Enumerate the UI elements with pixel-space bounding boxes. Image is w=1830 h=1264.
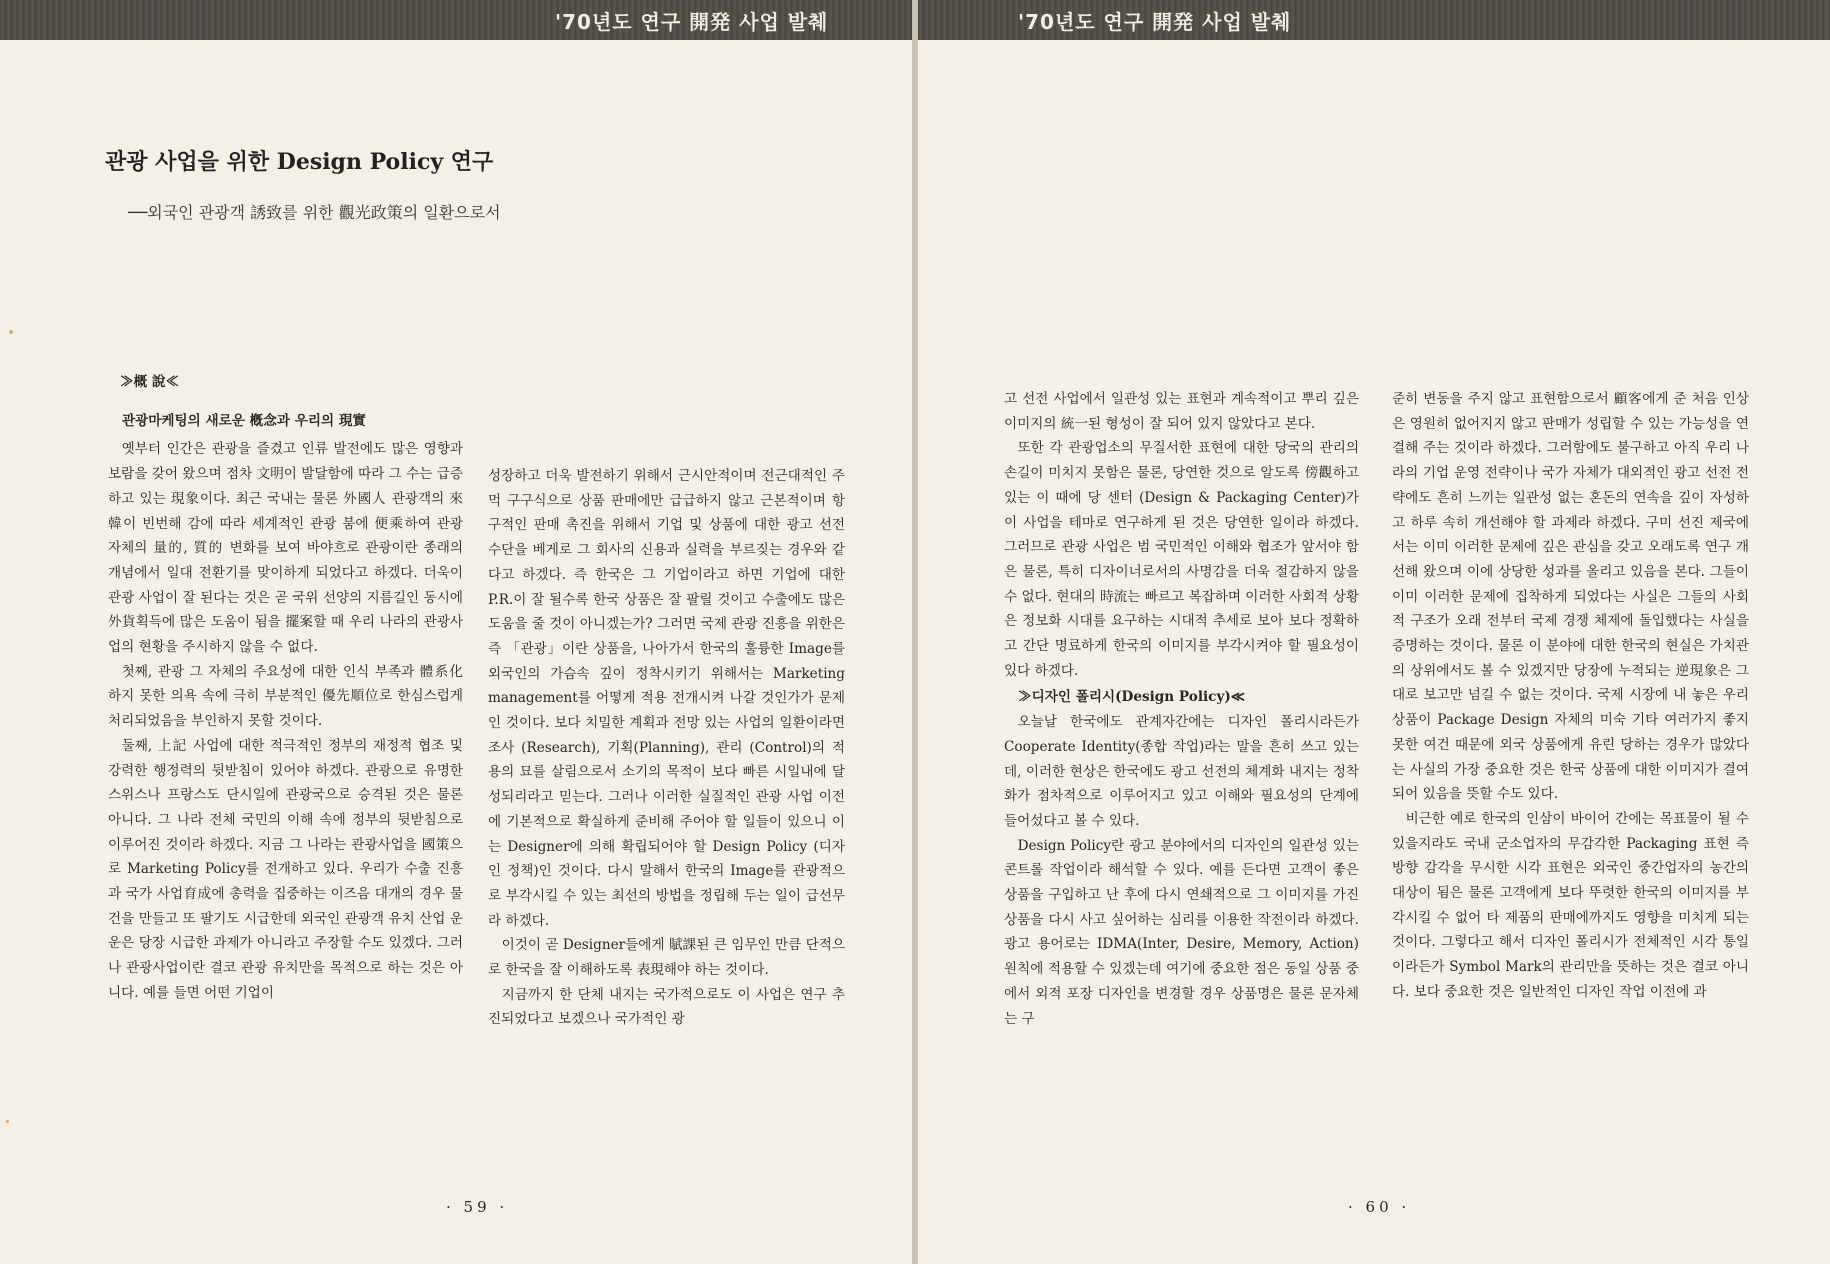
ink-spot [6,1120,9,1123]
article-title: 관광 사업을 위한 Design Policy 연구 [105,149,494,175]
paragraph: 성장하고 더욱 발전하기 위해서 근시안적이며 전근대적인 주먹 구구식으로 상품 판매에만 급급하지 않고 근본적이며 항구적인 판매 촉진을 위해서 기업 및 상품에 대한 광고 선전 수단을 베게로 그 회사의 신용과 실력을 부르짖는 경우와 같다고 하겠다. 즉 한국은 그 기업이라고 하면 기업에 대한 P.R.이 잘 될수록 한국 상품은 잘 팔릴 것이고 수출에도 많은 도움을 줄 것이 아니겠는가? 그러면 국제 관광 진흥을 위한은 즉 「관광」이란 상품을, 나아가서 한국의 훌륭한 Image를 외국인의 가슴속 깊이 정착시키기 위해서는 Marketing management를 어떻게 적용 전개시켜 나갈 것인가가 문제인 것이다. 보다 치밀한 계획과 전망 있는 사업의 일환이라면 조사 (Research), 기획(Planning), 관리 (Control)의 적용의 묘를 살림으로서 소기의 목적이 보다 빠른 시일내에 달성되리라고 믿는다. 그러나 이러한 실질적인 관광 사업 이전에 기본적으로 확실하게 준비해 주어야 할 일들이 있으니 이는 Designer에 의해 확립되어야 할 Design Policy (디자인 정책)인 것이다. 다시 말해서 한국의 Image를 관광적으로 부각시킬 수 있는 최선의 방법을 정립해 두는 일이 급선무라 하겠다. [488,468,846,929]
page-number: · 59 · [446,1198,509,1216]
paragraph: 또한 각 관광업소의 무질서한 표현에 대한 당국의 관리의 손길이 미치지 못함은 물론, 당연한 것으로 알도록 傍觀하고 있는 이 때에 당 센터 (Design & Packaging Center)가 이 사업을 테마로 연구하게 된 것은 당연한 일이라 하겠다. 그러므로 관광 사업은 범 국민적인 이해와 협조가 앞서야 함은 물론, 특히 디자이너로서의 사명감을 더욱 절감하지 않을 수 없다. 현대의 時流는 빠르고 복잡하며 이러한 사회적 상황은 정보화 시대를 요구하는 시대적 추세로 보아 보다 정확하고 간단 명료하게 한국의 이미지를 부각시켜야 할 필요성이 있다 하겠다. [1004,440,1359,679]
header-text: '70년도 연구 開発 사업 발췌 [555,10,829,34]
ink-spot [9,330,13,334]
text-column-1 [108,370,463,1006]
paragraph: 둘째, 上記 사업에 대한 적극적인 정부의 재정적 협조 및 강력한 행정력의 뒷받침이 있어야 하겠다. 관광으로 유명한 스위스나 프랑스도 단시일에 관광국으로 승격된 것은 물론 아니다. 그 나라 전체 국민의 이해 속에 정부의 뒷받침으로 이루어진 것이라 하겠다. 지금 그 나라는 관광사업을 國策으로 Marketing Policy를 전개하고 있다. 우리가 수출 진흥과 국가 사업育成에 총력을 집중하는 이즈음 대개의 경우 물건을 만들고 또 팔기도 시급한데 외국인 관광객 유치 산업 운운은 당장 시급한 과제가 아니라고 주장할 수도 있겠다. 그러나 관광사업이란 결코 관광 유치만을 목적으로 하는 것은 아니다. 예를 들면 어떤 기업이 [108,737,463,1001]
header-banner [0,0,912,40]
header-banner [918,0,1830,40]
paragraph: 첫째, 관광 그 자체의 주요성에 대한 인식 부족과 體系化하지 못한 의욕 속에 극히 부분적인 優先順位로 한심스럽게 처리되었음을 부인하지 못할 것이다. [108,663,463,730]
article-subtitle: ──외국인 관광객 誘致를 위한 觀光政策의 일환으로서 [128,203,501,222]
subsection-heading: 관광마케팅의 새로운 槪念과 우리의 現實 [122,412,367,429]
paragraph: 고 선전 사업에서 일관성 있는 표현과 계속적이고 뿌리 깊은 이미지의 統一된 형성이 잘 되어 있지 않았다고 본다. [1004,391,1359,432]
text-column-1 [1004,385,1359,1031]
paragraph: 지금까지 한 단체 내지는 국가적으로도 이 사업은 연구 추진되었다고 보겠으나 국가적인 광 [488,986,845,1028]
text-column-2 [488,462,845,1032]
left-page [0,0,912,1264]
section-heading: ≫概 說≪ [120,374,180,390]
paragraph: Design Policy란 광고 분야에서의 디자인의 일관성 있는 콘트롤 작업이라 해석할 수 있다. 예를 든다면 고객이 좋은 상품을 구입하고 난 후에 다시 연쇄적으로 그 이미지를 가진 상품을 다시 사고 싶어하는 심리를 이용한 작전이라 하겠다. 광고 용어로는 IDMA(Inter, Desire, Memory, Action) 원칙에 적용할 수 있겠는데 여기에 중요한 점은 동일 상품 중에서 외적 포장 디자인을 변경할 경우 상품명은 물론 문자체는 구 [1004,837,1359,1027]
paragraph: 오늘날 한국에도 관계자간에는 디자인 폴리시라든가 Cooperate Identity(종합 작업)라는 말을 흔히 쓰고 있는데, 이러한 현상은 한국에도 광고 선전의 체계화 내지는 정착화가 점차적으로 이루어지고 있고 이해와 필요성의 단계에 들어섰다고 볼 수 있다. [1004,714,1359,829]
paragraph: 옛부터 인간은 관광을 즐겼고 인류 발전에도 많은 영향과 보람을 갖어 왔으며 점차 文明이 발달함에 따라 그 수는 급증하고 있는 現象이다. 최근 국내는 물론 外國人 관광객의 來韓이 빈번해 감에 따라 세계적인 관광 붐에 便乘하여 관광 자체의 量的, 質的 변화를 보여 바야흐로 관광이란 종래의 개념에서 일대 전환기를 맞이하게 되었다고 하겠다. 더욱이 관광 사업이 잘 된다는 것은 곧 국위 선양의 지름길인 동시에 外貨획득에 많은 도움이 됨을 擺案할 때 우리 나라의 관광사업의 현황을 주시하지 않을 수 없다. [108,441,463,656]
right-page [918,0,1830,1264]
paragraph: 이것이 곧 Designer들에게 賦課된 큰 임무인 만큼 단적으로 한국을 잘 이해하도록 表現해야 하는 것이다. [488,937,845,979]
paragraph: 비근한 예로 한국의 인삼이 바이어 간에는 목표물이 될 수 있을지라도 국내 군소업자의 무감각한 Packaging 표현 즉 방향 감각을 무시한 시각 표현은 외국인 중간업자의 농간의 대상이 됨은 물론 고객에게 보다 뚜렷한 한국의 이미지를 부각시킬 수 없어 타 제품의 판매에까지도 영향을 미치게 되는 것이다. 그렇다고 해서 디자인 폴리시가 전체적인 시각 통일이라든가 Symbol Mark의 관리만을 뜻하는 것은 결코 아니다. 보다 중요한 것은 일반적인 디자인 작업 이전에 과 [1392,810,1749,1000]
header-text: '70년도 연구 開発 사업 발췌 [1018,10,1292,34]
paragraph: 준히 변동을 주지 않고 표현함으로서 顧客에게 준 처음 인상은 영원히 없어지지 않고 판매가 성립할 수 있는 가능성을 연결해 주는 것이라 하겠다. 그러함에도 불구하고 아직 우리 나라의 기업 운영 전략이나 국가 자체가 대외적인 광고 선전 전략에도 흔히 느끼는 일관성 없는 혼돈의 연속을 깊이 자성하고 하루 속히 개선해야 할 과제라 하겠다. 구미 선진 제국에서는 이미 이러한 문제에 깊은 관심을 갖고 오래도록 연구 개선해 왔으며 이에 상당한 성과를 올리고 있음을 본다. 그들이 이미 이러한 문제에 집착하게 되었다는 사실은 그들의 사회적 구조가 오래 전부터 국제 경쟁 체제에 돌입했다는 사실을 증명하는 것이다. 물론 이 분야에 대한 한국의 현실은 가치관의 상위에서도 볼 수 있겠지만 당장에 누적되는 逆現象은 그대로 보고만 넘길 수 없는 것이다. 국제 시장에 내 놓은 우리 상품이 Package Design 자체의 미숙 기타 여러가지 좋지 못한 여건 때문에 외국 상품에게 유린 당하는 경우가 많았다는 사실의 가장 중요한 것은 한국 상품에 대한 이미지가 결여되어 있음을 뜻할 수도 있다. [1392,391,1749,803]
section-heading: ≫디자인 폴리시(Design Policy)≪ [1018,689,1246,706]
page-number: · 60 · [1348,1198,1411,1216]
text-column-2 [1392,385,1749,1005]
